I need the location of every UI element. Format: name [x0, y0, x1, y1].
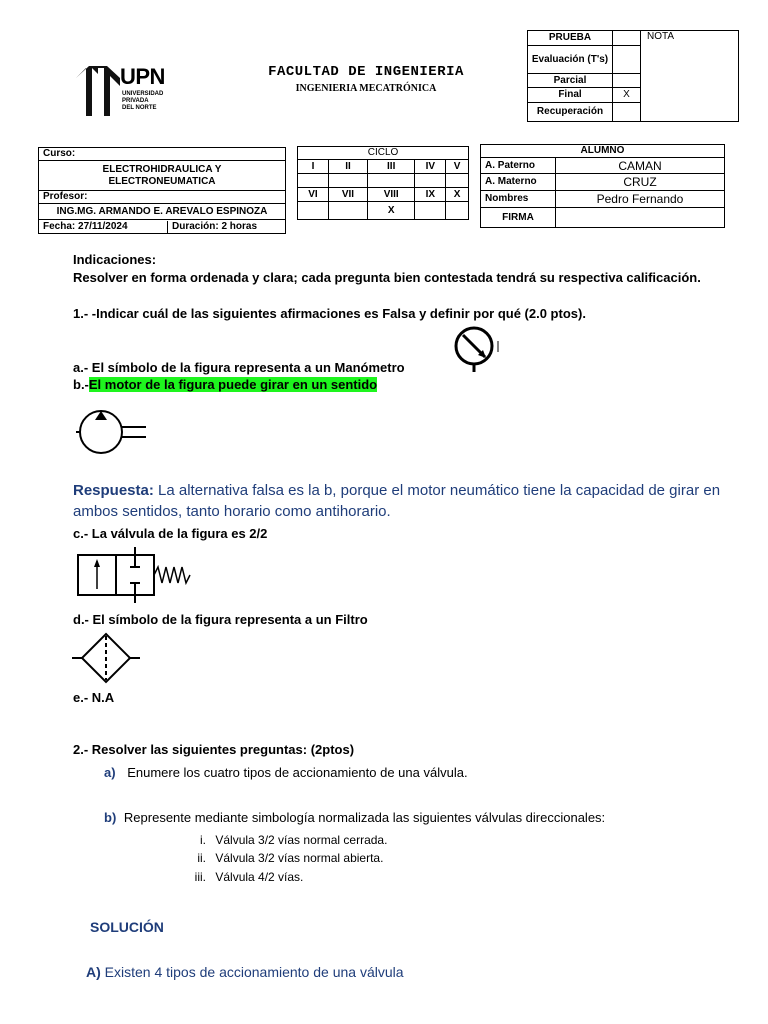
solucion-title: SOLUCIÓN — [90, 919, 164, 935]
indicaciones-text: Resolver en forma ordenada y clara; cada pregunta bien contestada tendrá su respectiva calificación. — [73, 270, 701, 285]
page-subtitle: INGENIERIA MECATRÓNICA — [295, 83, 437, 94]
ciclo-cell: VIII — [368, 188, 415, 202]
manometer-symbol — [450, 322, 505, 374]
ciclo-cell: III — [368, 160, 415, 174]
q2-subitem: iii. Válvula 4/2 vías. — [194, 870, 304, 884]
profesor-label: Profesor: — [39, 191, 286, 204]
ciclo-cell: VI — [298, 188, 329, 202]
indicaciones-title: Indicaciones: — [73, 252, 157, 267]
ciclo-table — [297, 146, 469, 220]
prueba-row-parcial: Parcial — [528, 74, 613, 88]
prueba-header: PRUEBA — [528, 31, 613, 46]
ciclo-cell: IX — [415, 188, 446, 202]
upn-logo-mark — [76, 66, 120, 118]
nota-header: NOTA — [641, 31, 739, 122]
upn-logo — [76, 66, 176, 118]
q1-option-c: c.- La válvula de la figura es 2/2 — [73, 526, 268, 541]
valve-2-2-symbol — [76, 545, 196, 605]
paterno-value: CAMAN — [556, 158, 725, 174]
ciclo-cell: VII — [328, 188, 367, 202]
course-table — [38, 147, 286, 234]
alumno-title: ALUMNO — [481, 145, 725, 158]
upn-logo-subtitle: UNIVERSIDAD PRIVADA DEL NORTE — [122, 91, 164, 111]
highlight-b: El motor de la figura puede girar en un sentido — [88, 377, 378, 392]
fecha-value: Fecha: 27/11/2024 — [39, 221, 168, 233]
ciclo-mark: X — [368, 202, 415, 220]
q1-option-b: b.-El motor de la figura puede girar en un sentido — [73, 377, 378, 392]
q1-option-e: e.- N.A — [73, 690, 115, 705]
upn-logo-text: UPN — [120, 64, 165, 89]
prueba-row-final: Final — [528, 88, 613, 103]
final-mark: X — [613, 88, 641, 103]
alumno-table — [480, 144, 725, 228]
q1-option-a: a.- El símbolo de la figura representa a un Manómetro — [73, 360, 405, 375]
ciclo-cell: I — [298, 160, 329, 174]
ciclo-cell: X — [446, 188, 469, 202]
curso-value: ELECTROHIDRAULICA Y ELECTRONEUMATICA — [39, 161, 286, 191]
prueba-table — [527, 30, 739, 122]
materno-value: CRUZ — [556, 174, 725, 191]
q2-item-a: a) Enumere los cuatro tipos de accionamiento de una válvula. — [104, 765, 468, 780]
materno-label: A. Materno — [481, 174, 556, 191]
motor-symbol — [76, 408, 150, 458]
firma-label: FIRMA — [481, 208, 556, 228]
nombres-label: Nombres — [481, 191, 556, 208]
q2-subitem: i. Válvula 3/2 vías normal cerrada. — [200, 833, 388, 847]
q2-item-b: b) Represente mediante simbología normalizada las siguientes válvulas direccionales: — [104, 810, 606, 825]
ciclo-cell: II — [328, 160, 367, 174]
curso-label: Curso: — [39, 148, 286, 161]
page-title: FACULTAD DE INGENIERIA — [268, 64, 464, 80]
q2-subitem: ii. Válvula 3/2 vías normal abierta. — [197, 851, 384, 865]
solucion-a: A) Existen 4 tipos de accionamiento de una válvula — [86, 964, 404, 980]
prueba-row-evaluacion: Evaluación (T's) — [528, 46, 613, 74]
ciclo-cell: V — [446, 160, 469, 174]
ciclo-title: CICLO — [298, 147, 469, 160]
q1-title: 1.- -Indicar cuál de las siguientes afirmaciones es Falsa y definir por qué (2.0 ptos). — [73, 306, 586, 321]
ciclo-cell: IV — [415, 160, 446, 174]
duracion-value: Duración: 2 horas — [172, 220, 258, 232]
q2-title: 2.- Resolver las siguientes preguntas: (2ptos) — [73, 742, 355, 757]
paterno-label: A. Paterno — [481, 158, 556, 174]
q1-option-d: d.- El símbolo de la figura representa a un Filtro — [73, 612, 368, 627]
q1-answer: Respuesta: La alternativa falsa es la b, porque el motor neumático tiene la capacidad de girar en ambos sentidos, tanto horario como antihorario. — [73, 482, 721, 520]
profesor-value: ING.MG. ARMANDO E. AREVALO ESPINOZA — [39, 204, 286, 220]
nombres-value: Pedro Fernando — [556, 191, 725, 208]
firma-field — [556, 208, 725, 228]
prueba-row-recuperacion: Recuperación — [528, 103, 613, 122]
filter-symbol — [72, 632, 140, 684]
